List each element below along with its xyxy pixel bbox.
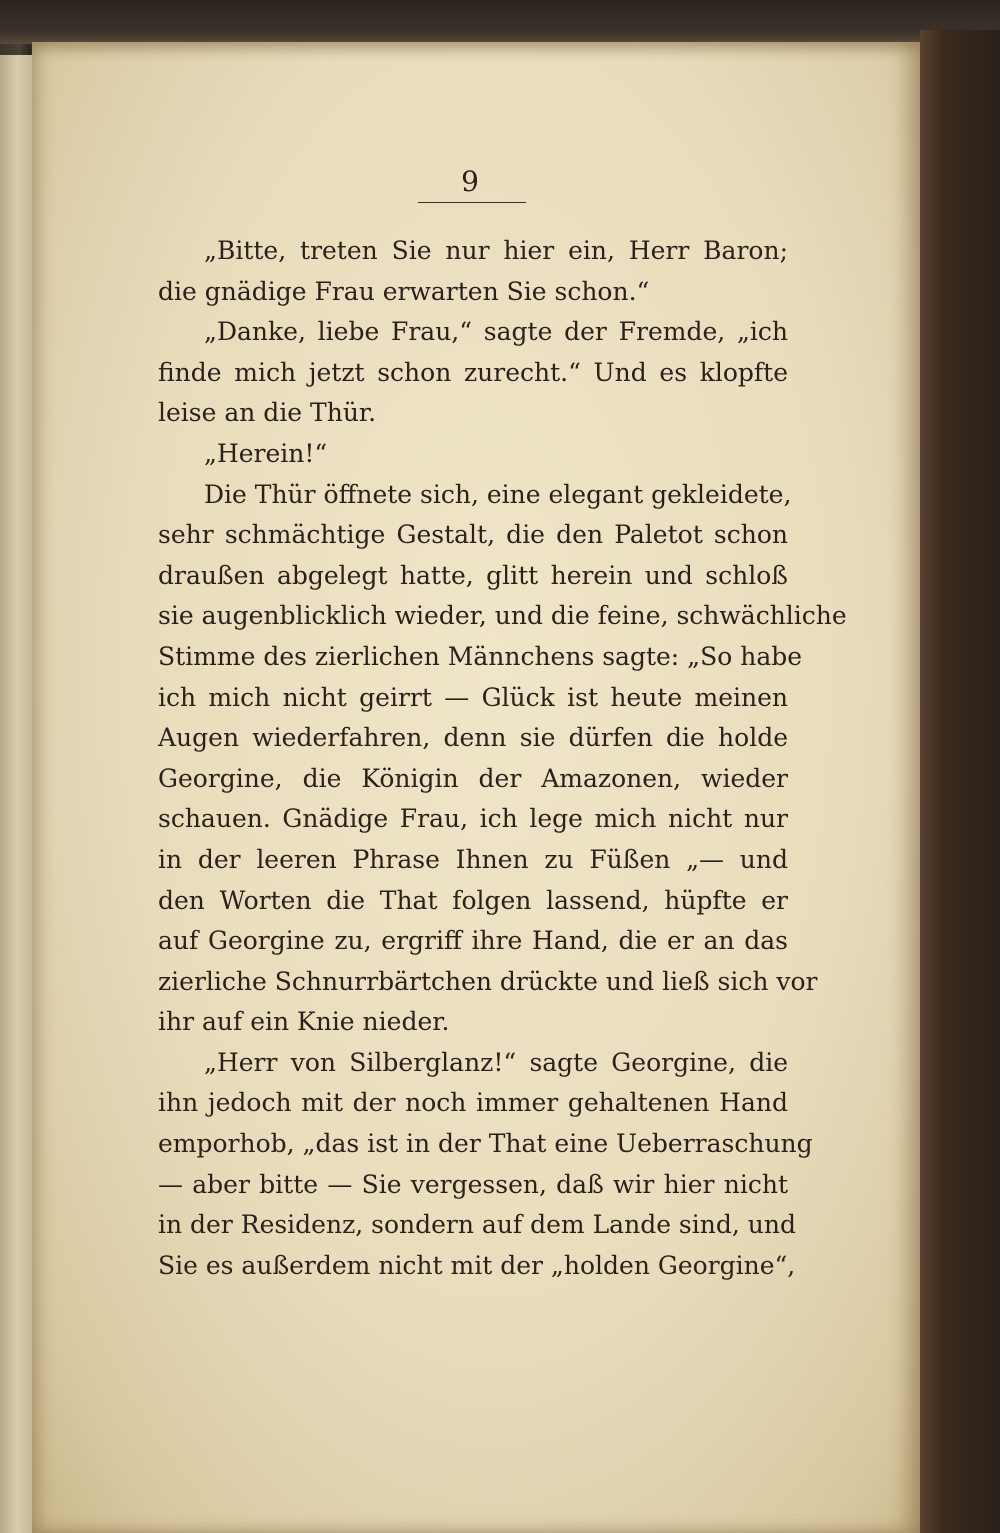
text-line: Die Thür öffnete sich, eine elegant gekleidete,: [204, 479, 792, 509]
text-line: Augen wiederfahren, denn sie dürfen die holde: [158, 723, 788, 753]
text-line: finde mich jetzt schon zurecht.“ Und es klopfte: [158, 357, 788, 387]
text-line: in der Residenz, sondern auf dem Lande sind, und: [158, 1210, 796, 1240]
text-line: „Bitte, treten Sie nur hier ein, Herr Baron;: [204, 236, 788, 265]
text-line: draußen abgelegt hatte, glitt herein und schloß: [158, 560, 788, 590]
text-line: sie augenblicklich wieder, und die feine, schwächliche: [158, 601, 847, 631]
text-line: ich mich nicht geirrt — Glück ist heute meinen: [158, 682, 788, 712]
text-line: leise an die Thür.: [158, 398, 377, 428]
page-number-rule: [418, 202, 526, 203]
book-right-edge: [920, 30, 1000, 1533]
text-line: „Danke, liebe Frau,“ sagte der Fremde, „ich: [204, 317, 788, 347]
text-line: „Herein!“: [204, 438, 328, 468]
text-line: Stimme des zierlichen Männchens sagte: „So habe: [158, 641, 803, 671]
text-line: — aber bitte — Sie vergessen, daß wir hier nicht: [158, 1169, 788, 1199]
text-line: sehr schmächtige Gestalt, die den Paletot schon: [158, 520, 788, 550]
text-line: den Worten die That folgen lassend, hüpfte er: [158, 885, 788, 915]
text-line: ihn jedoch mit der noch immer gehaltenen Hand: [158, 1088, 788, 1118]
text-line: zierliche Schnurrbärtchen drückte und ließ sich vor: [158, 966, 818, 996]
previous-page-edge: [0, 55, 34, 1533]
book-top-edge: [0, 0, 1000, 44]
page-number: 9: [461, 165, 479, 198]
text-line: Sie es außerdem nicht mit der „holden Georgine“,: [158, 1250, 796, 1280]
text-line: „Herr von Silberglanz!“ sagte Georgine, die: [204, 1047, 788, 1077]
body-text: [158, 231, 847, 1286]
text-line: Georgine, die Königin der Amazonen, wieder: [158, 763, 788, 793]
text-line: schauen. Gnädige Frau, ich lege mich nicht nur: [158, 804, 788, 834]
text-line: ihr auf ein Knie nieder.: [158, 1007, 450, 1037]
text-line: die gnädige Frau erwarten Sie schon.“: [158, 276, 650, 306]
text-line: emporhob, „das ist in der That eine Ueberraschung: [158, 1129, 813, 1159]
text-line: auf Georgine zu, ergriff ihre Hand, die er an das: [158, 926, 788, 956]
text-line: in der leeren Phrase Ihnen zu Füßen „— und: [158, 844, 788, 874]
